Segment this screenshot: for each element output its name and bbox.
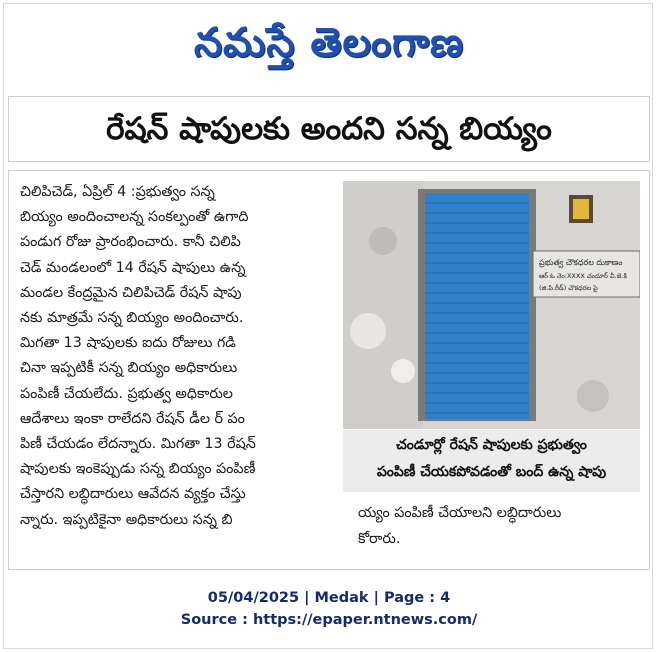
article-headline: రేషన్ షాపులకు అందని సన్న బియ్యం xyxy=(106,111,552,147)
body-line: మిగతా 13 షాపులకు ఐదు రోజులు గడి xyxy=(20,335,236,352)
footer-source: Source : https://epaper.ntnews.com/ xyxy=(180,612,478,628)
body-line: య్యం పంపిణీ చేయాలని లబ్ధిదారులు xyxy=(358,505,562,521)
wall-stain xyxy=(391,359,415,383)
caption-line: పంపిణీ చేయకపోవడంతో బంద్ ఉన్న షాపు xyxy=(376,464,607,480)
article-photo xyxy=(343,181,640,429)
body-line: చేస్తారని లబ్ధిదారులు ఆవేదన వ్యక్తం చేస్తు xyxy=(20,486,246,503)
caption-line: చండూర్లో రేషన్ షాపులకు ప్రభుత్వం xyxy=(396,437,587,453)
wall-left xyxy=(343,181,423,429)
body-line: బియ్యం అందించాలన్న సంకల్పంతో ఉగాది xyxy=(20,209,249,226)
body-line: మండల కేంద్రమైన చిలిపిచెడ్ రేషన్ షాపు xyxy=(20,284,242,301)
photo-caption xyxy=(343,430,640,492)
body-line: కోరారు. xyxy=(358,531,401,547)
body-line: ఆదేశాలు ఇంకా రాలేదని రేషన్ డీల ర్ పం xyxy=(20,410,245,427)
article-body-left-column xyxy=(20,180,338,533)
wall-stain xyxy=(350,313,386,349)
signboard-line: ఆర్ ఓ నెం:XXXX చందూర్ వీ.జె.కి xyxy=(539,272,627,280)
rolling-shutter xyxy=(425,193,529,419)
body-line: చిలిపిచెడ్, ఏప్రిల్ 4 :ప్రభుత్వం సన్న xyxy=(20,184,215,200)
wall-stain xyxy=(577,380,609,412)
emblem-inner xyxy=(573,199,589,219)
article-body-right-column xyxy=(358,500,640,552)
body-line: చెడ్ మండలంలో 14 రేషన్ షాపులు ఉన్న xyxy=(20,259,246,276)
ration-shop-photo xyxy=(343,181,640,429)
wall-stain xyxy=(369,227,397,255)
body-line: నకు మాత్రమే సన్న బియ్యం అందించారు. xyxy=(20,310,244,327)
body-line: న్నారు. ఇప్పటికైనా అధికారులు సన్న బి xyxy=(20,511,233,528)
body-line: చినా ఇప్పటికీ సన్న బియ్యం అధికారులు xyxy=(20,360,238,377)
footer-edition-info: 05/04/2025 | Medak | Page : 4 xyxy=(207,590,451,606)
body-line: పంపిణీ చేయలేదు. ప్రభుత్వ అధికారుల xyxy=(20,385,233,402)
signboard-line: (జి.పి.రీడ్) చౌకధరల పై xyxy=(539,284,598,292)
body-line: పిణీ చేయడం లేదన్నారు. మిగతా 13 రేషన్ xyxy=(20,436,256,453)
body-line: షాపులకు ఇంకెప్పుడు సన్న బియ్యం పంపిణీ xyxy=(20,461,256,478)
newspaper-masthead: నమస్తే తెలంగాణ xyxy=(193,20,465,66)
signboard-line: ప్రభుత్వ చౌకధరల దుకాణం xyxy=(539,258,623,267)
body-line: పండుగ రోజు ప్రారంభించారు. కానీ చిలిపి xyxy=(20,234,241,251)
